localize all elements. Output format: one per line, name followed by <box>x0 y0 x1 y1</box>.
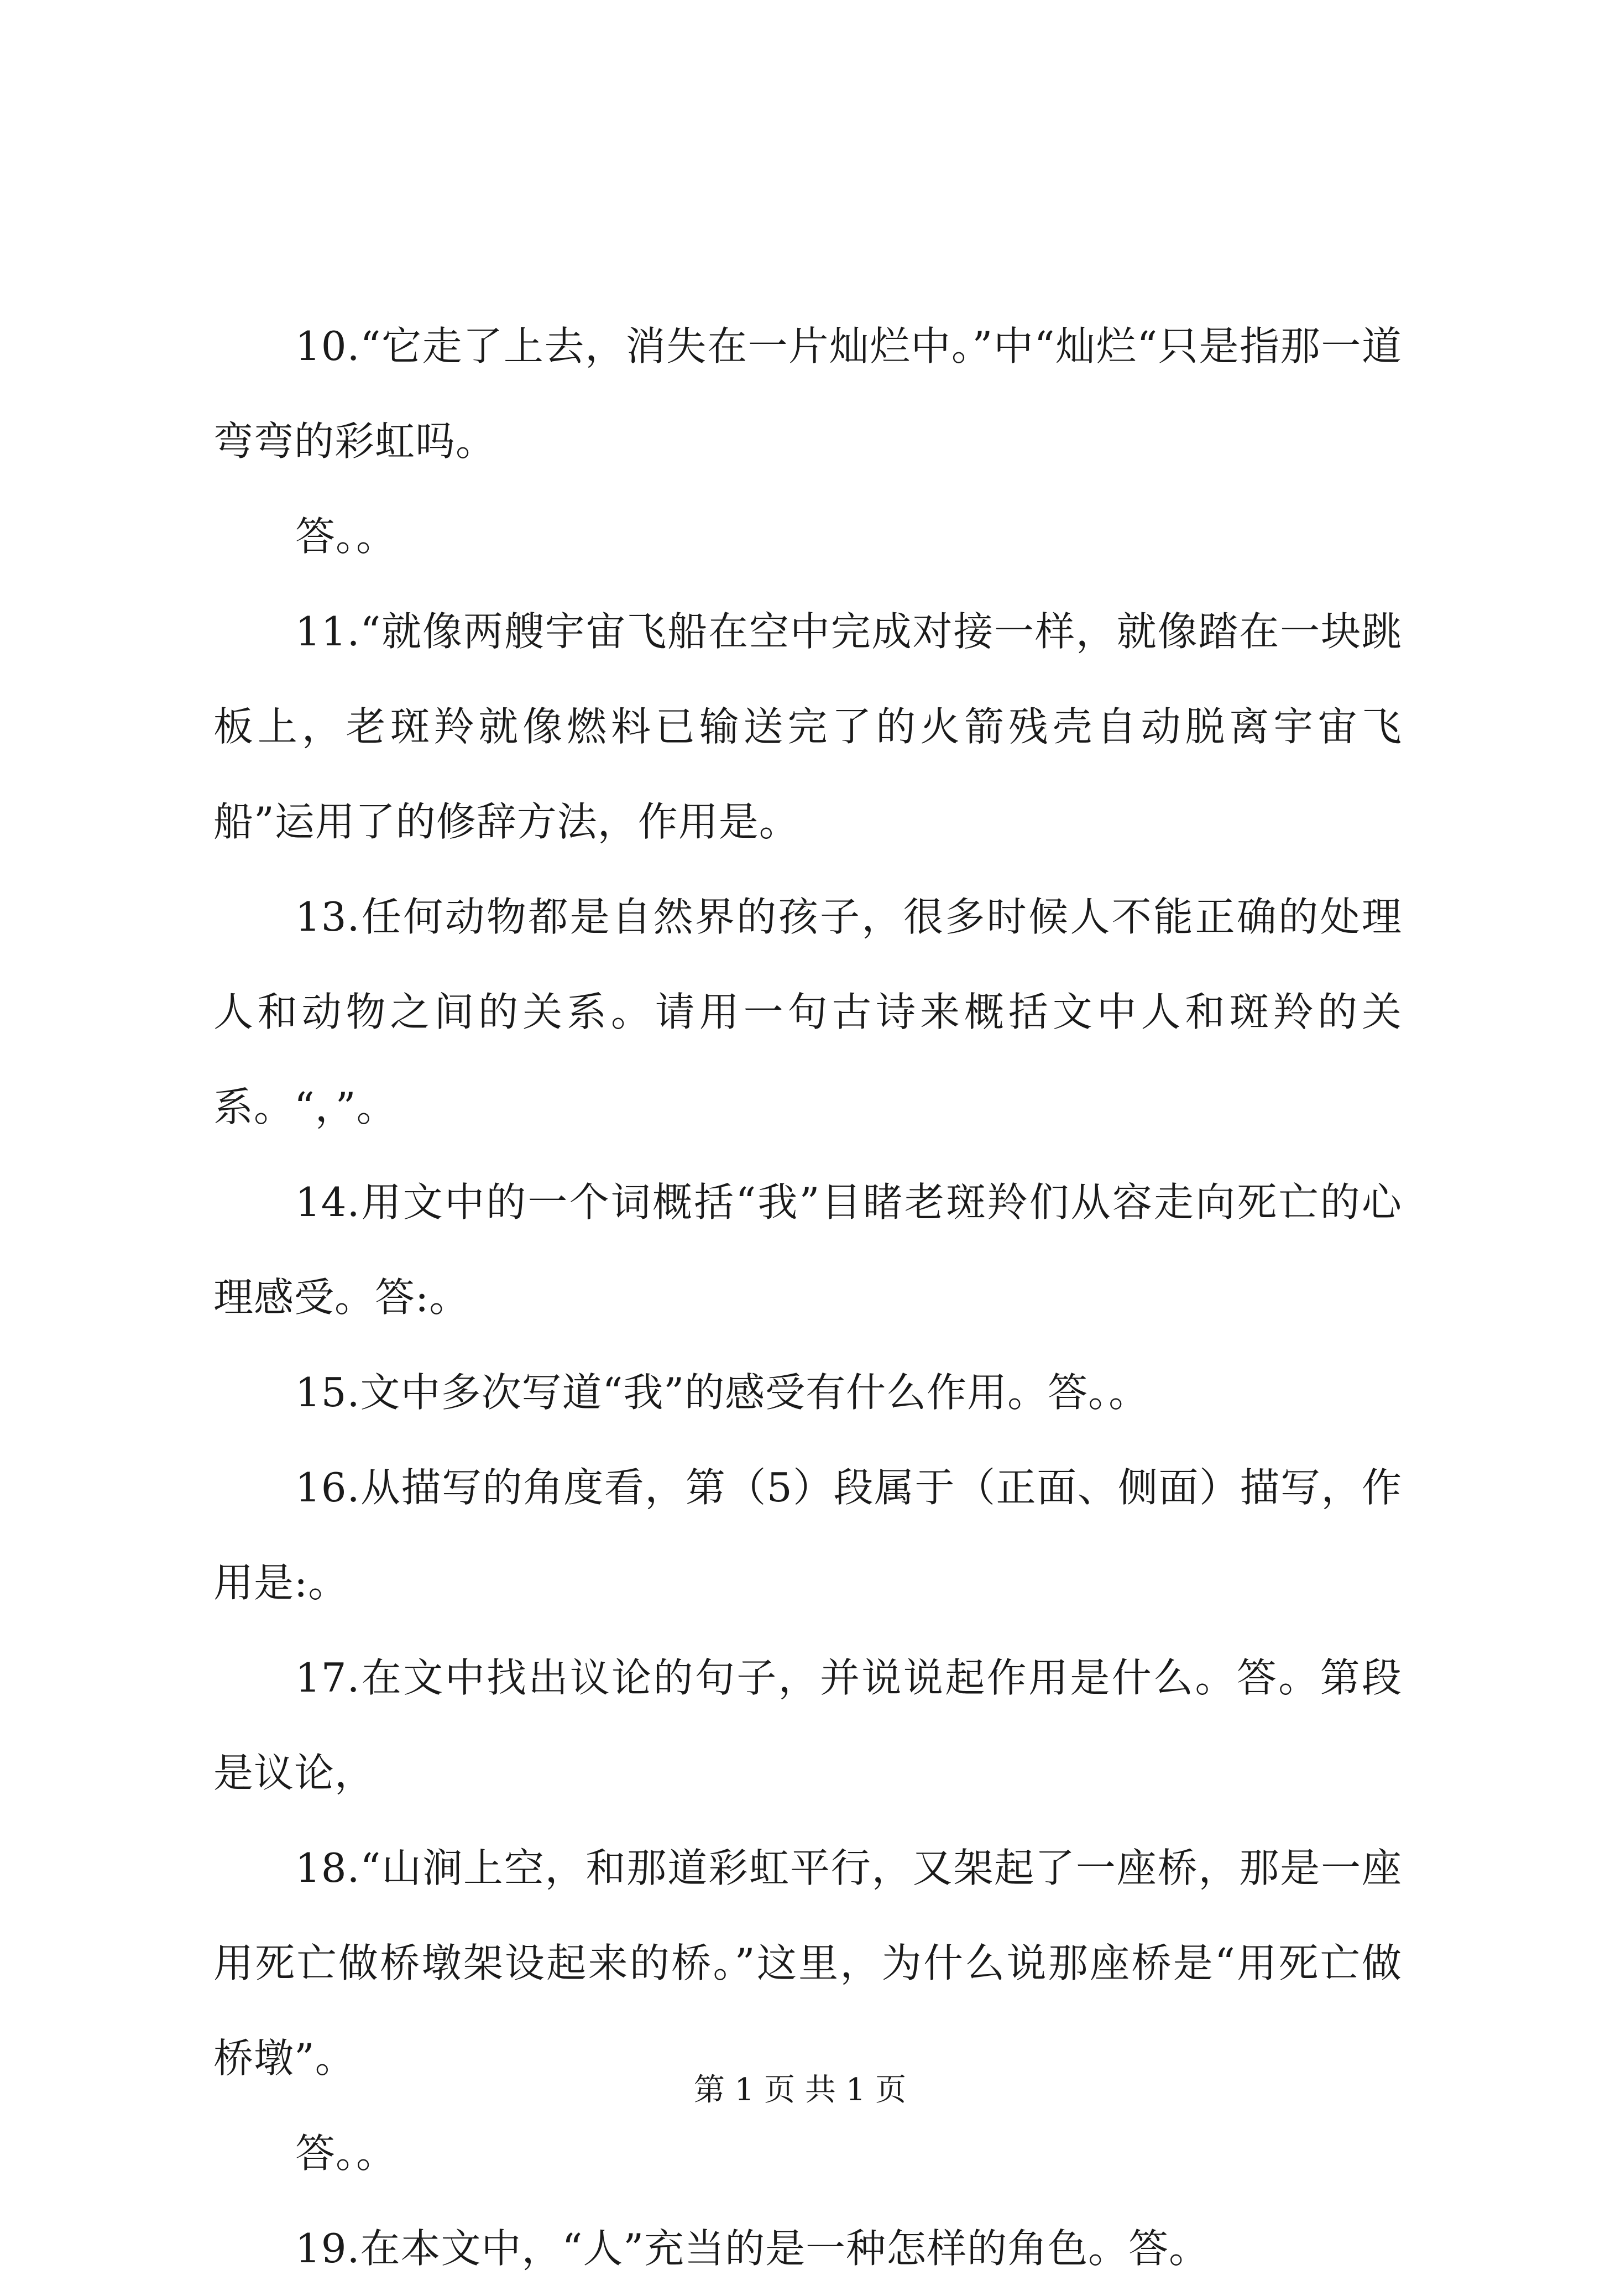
question-17: 17.在文中找出议论的句子，并说说起作用是什么。答。第段是议论， <box>213 1655 1402 1796</box>
question-14: 14.用文中的一个词概括“我”目睹老斑羚们从容走向死亡的心理感受。答:。 <box>213 1179 1402 1321</box>
question-13: 13.任何动物都是自然界的孩子，很多时候人不能正确的处理人和动物之间的关系。请用一句古诗来概括文中人和斑羚的关系。“，”。 <box>213 894 1402 1130</box>
question-10: 10.“它走了上去，消失在一片灿烂中。”中“灿烂“只是指那一道弯弯的彩虹吗。 <box>213 323 1402 465</box>
question-19: 19.在本文中，“人”充当的是一种怎样的角色。答。 <box>295 2225 1210 2272</box>
page-footer: 第 1 页 共 1 页 <box>693 2072 907 2108</box>
answer-line: 答。。 <box>295 513 397 560</box>
question-15: 15.文中多次写道“我”的感受有什么作用。答。。 <box>295 1369 1149 1416</box>
document-body <box>213 299 1402 2296</box>
question-11: 11.“就像两艘宇宙飞船在空中完成对接一样，就像踏在一块跳板上，老斑羚就像燃料已输送完了的火箭残壳自动脱离宇宙飞船”运用了的修辞方法，作用是。 <box>213 608 1402 845</box>
answer-line: 答。。 <box>295 2130 397 2177</box>
question-16: 16.从描写的角度看，第（5）段属于（正面、侧面）描写，作用是:。 <box>213 1464 1402 1606</box>
question-18: 18.“山涧上空，和那道彩虹平行，又架起了一座桥，那是一座用死亡做桥墩架设起来的桥。”这里，为什么说那座桥是“用死亡做桥墩”。 <box>213 1845 1402 2081</box>
